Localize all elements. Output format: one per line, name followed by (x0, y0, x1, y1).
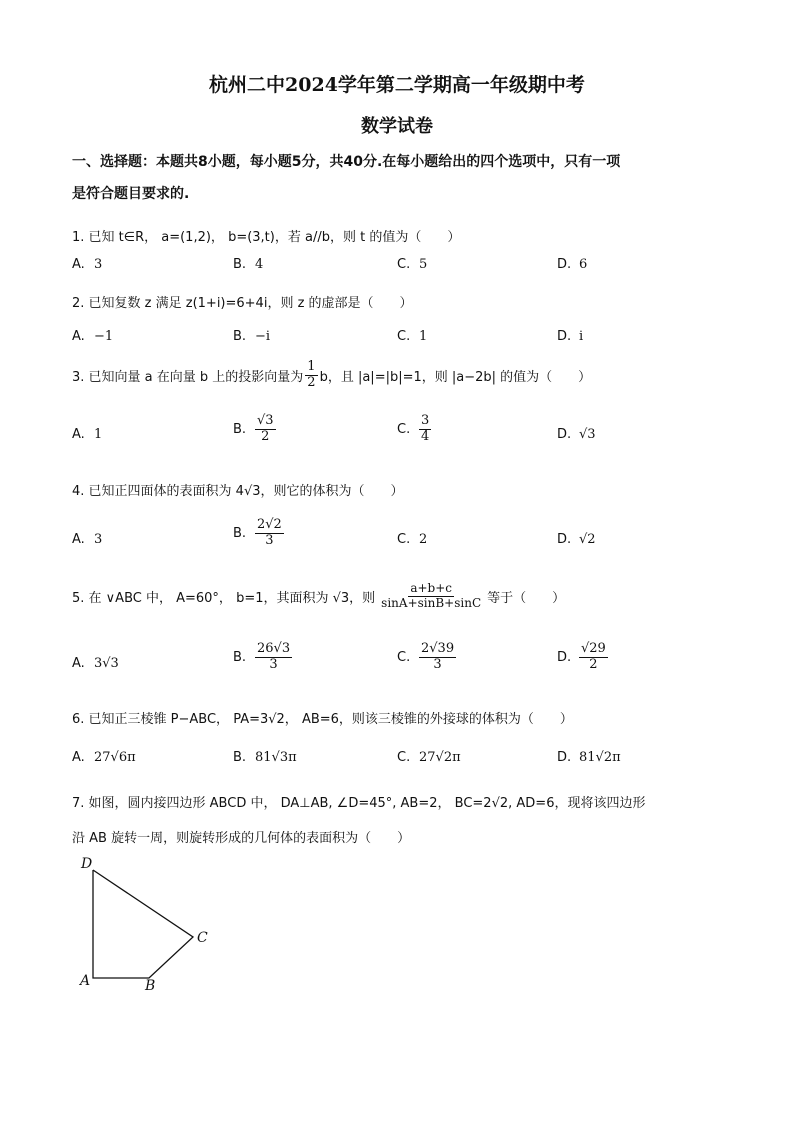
question-4-option-d: D. √2 (557, 532, 596, 547)
question-1-stem: 1. 已知 t∈R， a=(1,2)， b=(3,t)，若 a//b，则 t 的值为（ ） (72, 230, 461, 245)
question-1-option-c: C. 5 (397, 257, 428, 272)
question-2-option-a: A. −1 (72, 329, 114, 344)
question-3-fraction: $\frac{1}{2}$ (307, 359, 316, 390)
question-5-option-a: A. 3√3 (72, 656, 119, 671)
page-title: 杭州二中2024学年第二学期高一年级期中考 (209, 74, 585, 96)
question-6-stem: 6. 已知正三棱锥 P−ABC， PA=3√2， AB=6，则该三棱锥的外接球的体积为（ ） (72, 712, 573, 727)
question-5-option-c: C. $\frac{2√39}{3}$ (397, 641, 455, 672)
question-2-option-d: D. i (557, 329, 584, 344)
vertex-label-b: B (145, 978, 156, 994)
question-3-option-c: C. $\frac{3}{4}$ (397, 413, 430, 444)
question-3-stem: 3. 已知向量 a 在向量 b 上的投影向量为 $\frac{1}{2}$ b，且 |a|=|b|=1，则 |a−2b| 的值为（ ） (72, 359, 592, 390)
question-5-option-d: D. $\frac{√29}{2}$ (557, 641, 606, 672)
question-2-option-b: B. −i (233, 329, 271, 344)
vertex-label-c: C (197, 930, 208, 946)
vertex-label-a: A (80, 973, 91, 989)
question-4-option-c: C. 2 (397, 532, 428, 547)
question-2-stem: 2. 已知复数 z 满足 z(1+i)=6+4i，则 z 的虚部是（ ） (72, 296, 413, 311)
question-7-stem-line2: 沿 AB 旋转一周，则旋转形成的几何体的表面积为（ ） (72, 831, 411, 846)
question-5-fraction: $\frac{a+b+c}{\sin A+\sin B+\sin C}$ (381, 581, 482, 610)
question-3-option-d: D. √3 (557, 427, 596, 442)
question-2-option-c: C. 1 (397, 329, 428, 344)
question-1-option-b: B. 4 (233, 257, 264, 272)
question-5-stem: 5. 在 ∨ABC 中， A=60°， b=1，其面积为 √3，则 $\frac{a+b+c}{\sin A+\sin B+\sin C}$ 等于（ ） (72, 581, 566, 610)
question-3-option-b: B. $\frac{√3}{2}$ (233, 413, 274, 444)
question-6-option-b: B. 81√3π (233, 750, 297, 765)
page-subtitle: 数学试卷 (361, 116, 433, 137)
question-7-stem-line1: 7. 如图，圆内接四边形 ABCD 中， DA⊥AB, ∠D=45°, AB=2， BC=2√2, AD=6，现将该四边形 (72, 796, 646, 811)
question-6-option-a: A. 27√6π (72, 750, 136, 765)
question-6-option-d: D. 81√2π (557, 750, 621, 765)
question-4-option-a: A. 3 (72, 532, 103, 547)
quadrilateral-abcd (93, 870, 193, 978)
question-4-option-b: B. $\frac{2√2}{3}$ (233, 517, 282, 548)
question-4-stem: 4. 已知正四面体的表面积为 4√3，则它的体积为（ ） (72, 484, 404, 499)
question-5-option-b: B. $\frac{26√3}{3}$ (233, 641, 291, 672)
section-heading-line1: 一、选择题：本题共8小题，每小题5分，共40分.在每小题给出的四个选项中，只有一项 (72, 154, 621, 170)
question-6-option-c: C. 27√2π (397, 750, 461, 765)
quadrilateral-figure (75, 848, 225, 998)
question-1-option-d: D. 6 (557, 257, 588, 272)
question-3-option-a: A. 1 (72, 427, 103, 442)
question-1-option-a: A. 3 (72, 257, 103, 272)
section-heading-line2: 是符合题目要求的. (72, 186, 190, 202)
vertex-label-d: D (81, 856, 93, 872)
